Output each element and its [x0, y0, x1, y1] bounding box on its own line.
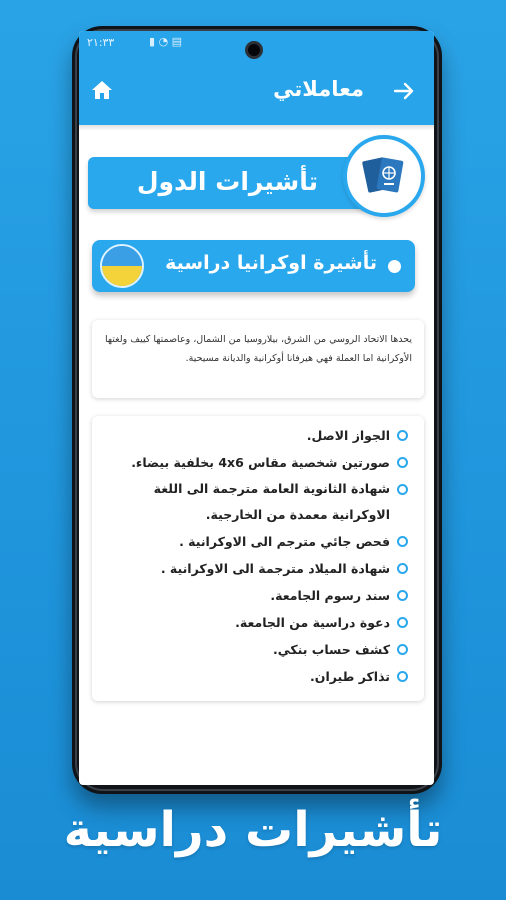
requirement-text: فحص جائي مترجم الى الاوكرانية .: [179, 534, 390, 549]
app-bar: [79, 55, 434, 125]
circle-bullet-icon: [397, 430, 408, 441]
requirement-text: تذاكر طيران.: [310, 669, 390, 684]
list-item: [100, 636, 408, 663]
ukraine-flag-icon: [100, 244, 144, 288]
requirement-text: صورتين شخصية مقاس 4x6 بخلفية بيضاء.: [131, 455, 390, 470]
circle-bullet-icon: [397, 644, 408, 655]
requirement-text: شهادة الثانوية العامة مترجمة الى اللغة الاوكرانية معمدة من الخارجية.: [153, 481, 390, 522]
bullet-icon: [388, 260, 401, 273]
list-item: [100, 449, 408, 476]
country-description: [92, 320, 424, 398]
requirement-text: شهادة الميلاد مترجمة الى الاوكرانية .: [160, 561, 390, 576]
back-button[interactable]: [392, 79, 416, 103]
description-text: يحدها الاتحاد الروسي من الشرق، بيلاروسيا من الشمال، وعاصمتها كييف ولغتها الأوكرانية اما العملة فهي هيرفانا أوكرانية والديانة مسيحية.: [105, 334, 412, 364]
list-item: [100, 609, 408, 636]
camera-icon: [245, 41, 263, 59]
list-item: [100, 663, 408, 690]
app-screen: [79, 31, 434, 785]
list-item: [100, 422, 408, 449]
circle-bullet-icon: [397, 563, 408, 574]
wifi-icon: ◔: [158, 35, 169, 48]
circle-bullet-icon: [397, 536, 408, 547]
promo-caption: تأشيرات دراسية: [63, 802, 443, 858]
list-item: [100, 555, 408, 582]
banner-title: تأشيرات الدول: [136, 167, 318, 196]
country-visa-title: تأشيرة اوكرانيا دراسية: [165, 252, 377, 274]
circle-bullet-icon: [397, 671, 408, 682]
requirement-text: سند رسوم الجامعة.: [270, 588, 390, 603]
requirements-list: [92, 416, 424, 701]
battery-icon: ▤: [171, 35, 183, 48]
home-icon: [91, 80, 113, 100]
passport-badge: [343, 135, 425, 217]
status-time: ٢١:٣٣: [87, 36, 115, 49]
arrow-right-icon: [392, 79, 416, 103]
app-bar-shadow: [79, 125, 434, 131]
list-item: [100, 476, 408, 528]
page-title: معاملاتي: [273, 77, 364, 101]
requirement-text: كشف حساب بنكي.: [272, 642, 390, 657]
list-item: [100, 582, 408, 609]
circle-bullet-icon: [397, 484, 408, 495]
requirement-text: دعوة دراسية من الجامعة.: [235, 615, 390, 630]
signal-icon: ▮: [149, 35, 156, 48]
list-item: [100, 528, 408, 555]
country-visa-card[interactable]: [92, 240, 415, 292]
requirement-text: الجواز الاصل.: [306, 428, 390, 443]
circle-bullet-icon: [397, 457, 408, 468]
home-button[interactable]: [89, 77, 115, 103]
circle-bullet-icon: [397, 617, 408, 628]
status-icons: [149, 35, 182, 48]
circle-bullet-icon: [397, 590, 408, 601]
passport-icon: [359, 151, 409, 201]
